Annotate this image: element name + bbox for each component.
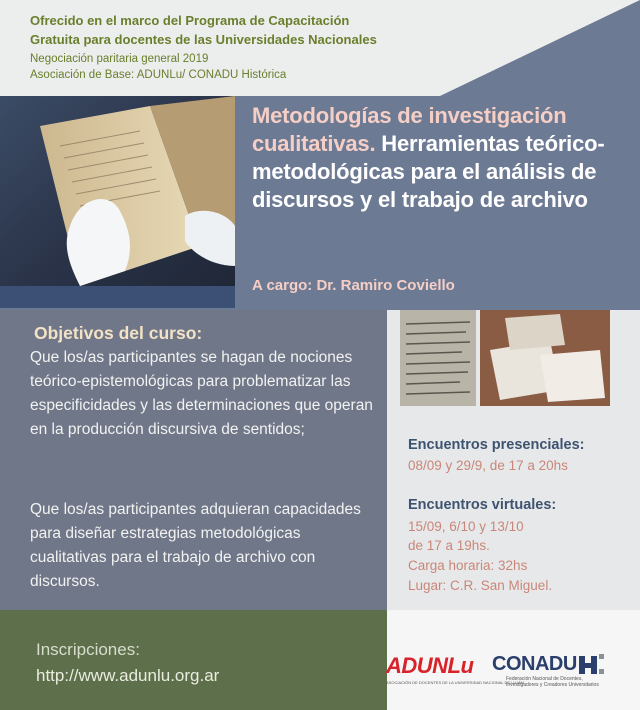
objectives-heading: Objetivos del curso: [34,323,203,343]
conadu-logo [492,653,605,688]
registration-url[interactable]: http://www.adunlu.org.ar [36,666,220,685]
registration-label: Inscripciones: [36,640,140,659]
virtual-dates-1: 15/09, 6/10 y 13/10 [408,519,524,534]
virtual-heading: Encuentros virtuales: [408,497,557,513]
adunlu-logo-subtitle: ASOCIACIÓN DE DOCENTES DE LA UNIVERSIDAD NACIONAL DE LUJÁN [386,680,524,685]
conadu-logo-subtitle-1: Federación Nacional de Docentes, [506,676,583,682]
header-line-1: Ofrecido en el marco del Programa de Capacitación [30,13,350,28]
header-line-4: Asociación de Base: ADUNLu/ CONADU Histórica [30,69,287,81]
presencial-dates: 08/09 y 29/9, de 17 a 20hs [408,458,568,473]
objective-item-2: Que los/as participantes adquieran capacidades para diseñar estrategias metodológicas cualitativas para el trabajo de archivo con discursos. [30,501,361,590]
adunlu-logo-text: ADUNLu [386,653,474,678]
registration-panel [0,610,387,710]
virtual-dates-2: de 17 a 19hs. [408,538,490,553]
header-line-2: Gratuita para docentes de las Universidades Nacionales [30,32,377,47]
adunlu-logo [386,653,524,685]
presencial-heading: Encuentros presenciales: [408,437,585,453]
conadu-h-icon [577,654,605,676]
archive-photo [0,96,235,308]
documents-photos [400,310,610,406]
conadu-logo-subtitle-2: Investigadores y Creadores Universitarios [506,682,599,688]
instructor: A cargo: Dr. Ramiro Coviello [252,277,455,294]
course-hours: Carga horaria: 32hs [408,558,528,573]
course-title-highlight: Metodologías de investigación cualitativas. [252,103,567,156]
header-line-3: Negociación paritaria general 2019 [30,53,209,65]
course-title-rest: Herramientas teórico-metodológicas para el análisis de discursos y el trabajo de archivo [252,131,605,212]
objective-item-1: Que los/as participantes se hagan de nociones teórico-epistemológicas para problematizar las especificidades y las determinaciones que operan en la producción discursiva de sentidos; [30,349,373,438]
course-place: Lugar: C.R. San Miguel. [408,578,553,593]
course-title [252,102,632,214]
conadu-logo-text: CONADU [492,653,577,675]
